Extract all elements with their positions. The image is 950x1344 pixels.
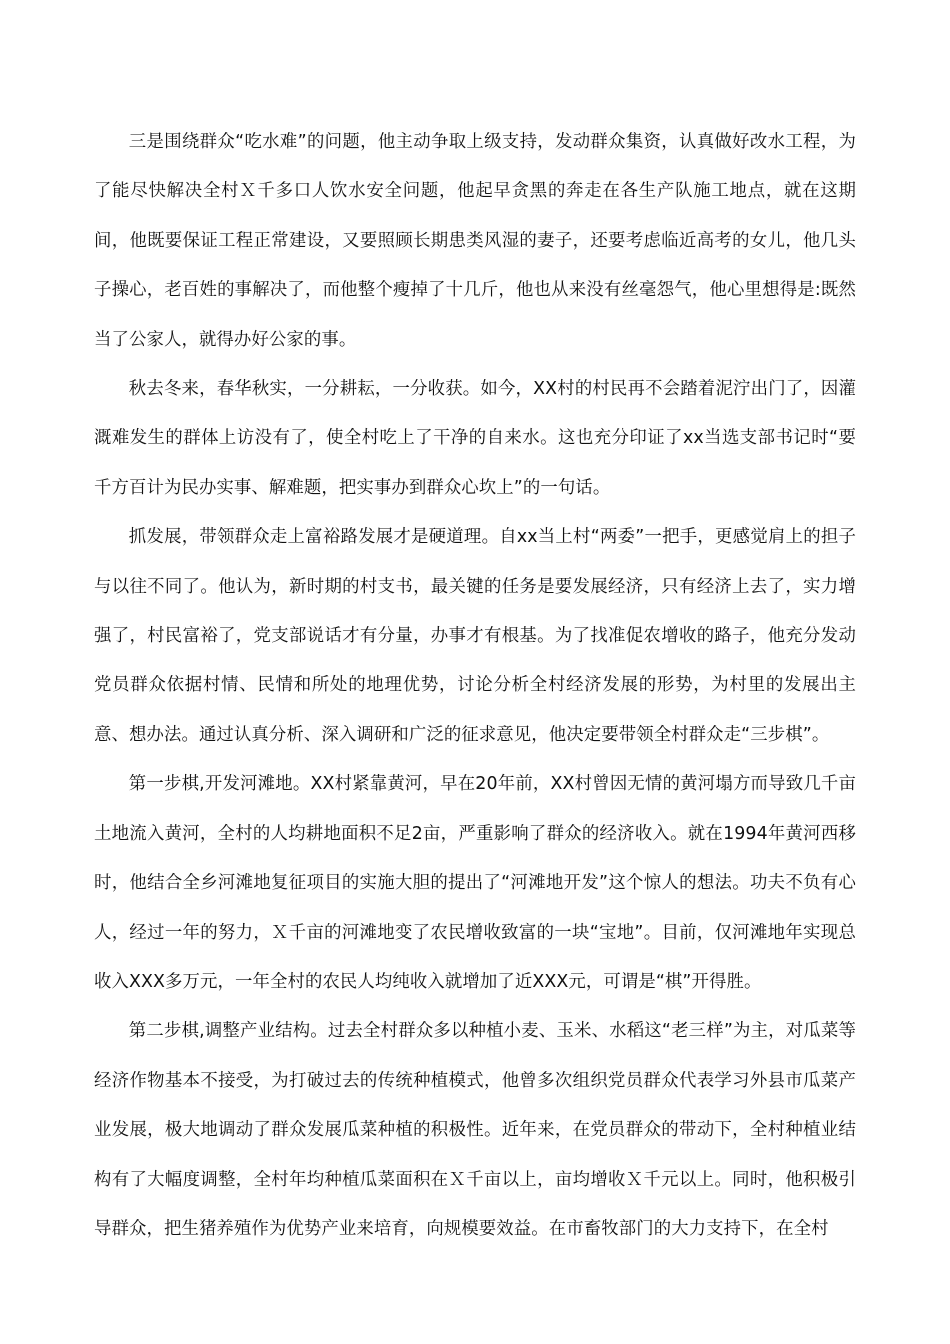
document-body xyxy=(94,118,856,1254)
paragraph-4: 第一步棋,开发河滩地。XX村紧靠黄河，早在20年前，XX村曾因无情的黄河塌方而导致几千亩土地流入黄河，全村的人均耕地面积不足2亩，严重影响了群众的经济收入。就在1994年黄河西移时，他结合全乡河滩地复征项目的实施大胆的提出了“河滩地开发”这个惊人的想法。功夫不负有心人，经过一年的努力，Ｘ千亩的河滩地变了农民增收致富的一块“宝地”。目前，仅河滩地年实现总收入XXX多万元，一年全村的农民人均纯收入就增加了近XXX元，可谓是“棋”开得胜。 xyxy=(94,774,856,992)
paragraph-2: 秋去冬来，春华秋实，一分耕耘，一分收获。如今，XX村的村民再不会踏着泥泞出门了，因灌溉难发生的群体上访没有了，使全村吃上了干净的自来水。这也充分印证了xx当选支部书记时“要千方百计为民办实事、解难题，把实事办到群众心坎上”的一句话。 xyxy=(94,379,856,498)
paragraph-5: 第二步棋,调整产业结构。过去全村群众多以种植小麦、玉米、水稻这“老三样”为主，对瓜菜等经济作物基本不接受，为打破过去的传统种植模式，他曾多次组织党员群众代表学习外县市瓜菜产业发展，极大地调动了群众发展瓜菜种植的积极性。近年来，在党员群众的带动下，全村种植业结构有了大幅度调整，全村年均种植瓜菜面积在Ｘ千亩以上，亩均增收Ｘ千元以上。同时，他积极引导群众，把生猪养殖作为优势产业来培育，向规模要效益。在市畜牧部门的大力支持下，在全村 xyxy=(94,1021,856,1239)
paragraph-1: 三是围绕群众“吃水难”的问题，他主动争取上级支持，发动群众集资，认真做好改水工程，为了能尽快解决全村Ｘ千多口人饮水安全问题，他起早贪黑的奔走在各生产队施工地点，就在这期间，他既要保证工程正常建设，又要照顾长期患类风湿的妻子，还要考虑临近高考的女儿，他几头子操心，老百姓的事解决了，而他整个瘦掉了十几斤，他也从来没有丝毫怨气，他心里想得是:既然当了公家人，就得办好公家的事。 xyxy=(94,132,856,350)
paragraph-3: 抓发展，带领群众走上富裕路发展才是硬道理。自xx当上村“两委”一把手，更感觉肩上的担子与以往不同了。他认为，新时期的村支书，最关键的任务是要发展经济，只有经济上去了，实力增强了，村民富裕了，党支部说话才有分量，办事才有根基。为了找准促农增收的路子，他充分发动党员群众依据村情、民情和所处的地理优势，讨论分析全村经济发展的形势，为村里的发展出主意、想办法。通过认真分析、深入调研和广泛的征求意见，他决定要带领全村群众走“三步棋”。 xyxy=(94,527,856,745)
